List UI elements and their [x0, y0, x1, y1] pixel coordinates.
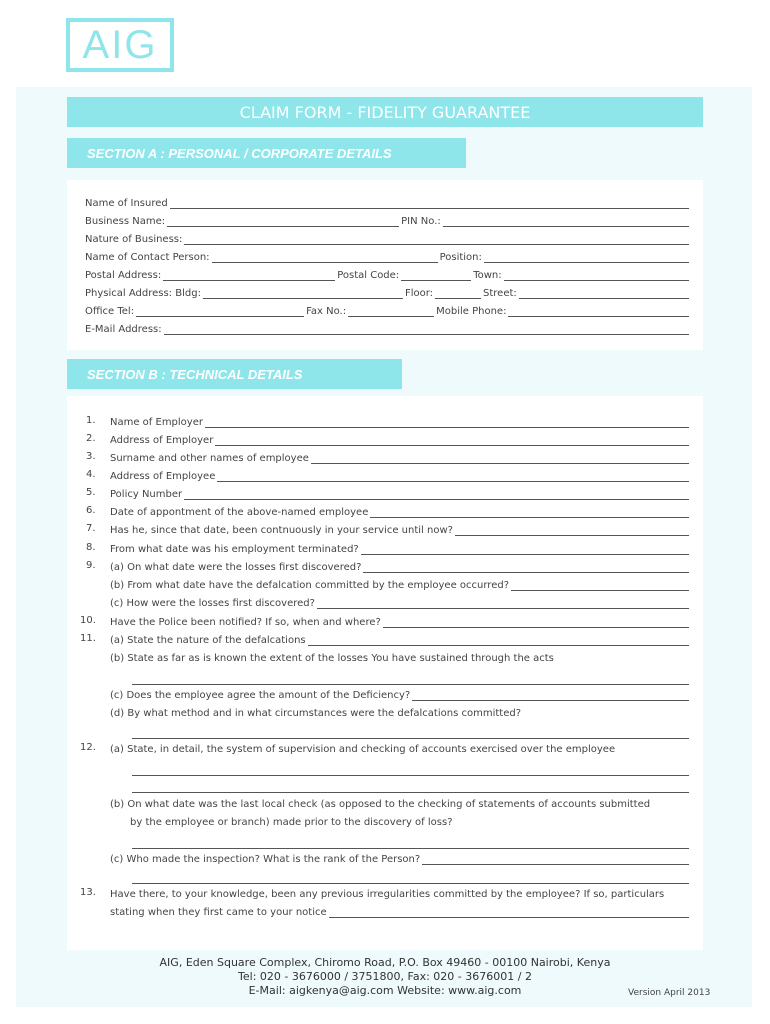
q-number: 6.	[86, 505, 96, 516]
floor-field[interactable]	[435, 289, 481, 299]
contact-label: Name of Contact Person:	[85, 252, 210, 263]
section-b-heading: SECTION B : TECHNICAL DETAILS	[67, 359, 402, 389]
section-b-box	[67, 396, 703, 950]
position-label: Position:	[439, 252, 482, 263]
mobile-field[interactable]	[508, 307, 689, 317]
mobile-label: Mobile Phone:	[436, 306, 507, 317]
pin-label: PIN No.:	[401, 216, 441, 227]
nature-field[interactable]	[184, 235, 689, 245]
q12c-field-2[interactable]	[132, 874, 689, 884]
town-field[interactable]	[504, 271, 689, 281]
street-field[interactable]	[519, 289, 689, 299]
footer-phone: Tel: 020 - 3676000 / 3751800, Fax: 020 - 3676001 / 2	[238, 970, 532, 983]
q-number: 2.	[86, 433, 96, 444]
footer-email: E-Mail: aigkenya@aig.com Website: www.aig.com	[248, 984, 522, 997]
q11d-label: (d) By what method and in what circumstances were the defalcations committed?	[110, 708, 522, 719]
q9b-label: (b) From what date have the defalcation committed by the employee occurred?	[110, 580, 510, 591]
name-insured-label: Name of Insured	[85, 198, 168, 209]
version-label: Version April 2013	[628, 988, 711, 998]
q11c-field[interactable]	[412, 691, 689, 701]
q3-label: Surname and other names of employee	[110, 453, 309, 464]
q11d-field[interactable]	[132, 729, 689, 739]
physical-address-field[interactable]	[203, 289, 403, 299]
form-title: CLAIM FORM - FIDELITY GUARANTEE	[67, 97, 703, 127]
q11b-label: (b) State as far as is known the extent of the losses You have sustained through the acts	[110, 653, 554, 664]
q12c-label: (c) Who made the inspection? What is the rank of the Person?	[110, 854, 421, 865]
name-insured-field[interactable]	[170, 199, 689, 209]
section-a-box	[67, 180, 703, 350]
business-name-label: Business Name:	[85, 216, 166, 227]
pin-field[interactable]	[443, 217, 689, 227]
q-number: 5.	[86, 487, 96, 498]
logo-text: AIG	[82, 23, 158, 67]
q9c-label: (c) How were the losses first discovered?	[110, 598, 315, 609]
q4-field[interactable]	[217, 472, 689, 482]
office-tel-field[interactable]	[136, 307, 304, 317]
q8-field[interactable]	[361, 545, 689, 555]
postal-address-label: Postal Address:	[85, 270, 162, 281]
q12b-label: (b) On what date was the last local check (as opposed to the checking of statements of accounts submitted	[110, 799, 651, 810]
q10-label: Have the Police been notified? If so, when and where?	[110, 617, 381, 628]
q12a-field-1[interactable]	[132, 766, 689, 776]
q5-field[interactable]	[184, 490, 689, 500]
q4-label: Address of Employee	[110, 471, 216, 482]
q13-label: Have there, to your knowledge, been any previous irregularities committed by the employee? If so, particulars	[110, 889, 665, 900]
street-label: Street:	[483, 288, 517, 299]
q12a-field-2[interactable]	[132, 783, 689, 793]
q2-label: Address of Employer	[110, 435, 214, 446]
postal-address-field[interactable]	[163, 271, 335, 281]
q12b-label-cont: by the employee or branch) made prior to the discovery of loss?	[130, 817, 453, 828]
postal-code-field[interactable]	[401, 271, 471, 281]
q11b-field[interactable]	[132, 675, 689, 685]
q9b-field[interactable]	[511, 581, 689, 591]
q2-field[interactable]	[215, 436, 689, 446]
q13-field[interactable]	[329, 908, 689, 918]
q3-field[interactable]	[311, 454, 689, 464]
q1-label: Name of Employer	[110, 417, 203, 428]
q11a-field[interactable]	[308, 636, 689, 646]
aig-logo	[66, 18, 174, 72]
q-number: 9.	[86, 560, 96, 571]
q-number: 3.	[86, 451, 96, 462]
section-a-heading: SECTION A : PERSONAL / CORPORATE DETAILS	[67, 138, 466, 168]
q6-label: Date of appontment of the above-named employee	[110, 507, 369, 518]
q9a-field[interactable]	[363, 563, 689, 573]
email-field[interactable]	[164, 325, 689, 335]
fax-label: Fax No.:	[306, 306, 347, 317]
town-label: Town:	[473, 270, 502, 281]
office-tel-label: Office Tel:	[85, 306, 135, 317]
position-field[interactable]	[484, 253, 689, 263]
q9c-field[interactable]	[317, 599, 689, 609]
q10-field[interactable]	[383, 618, 689, 628]
q9a-label: (a) On what date were the losses first discovered?	[110, 562, 362, 573]
q7-label: Has he, since that date, been contnuously in your service until now?	[110, 525, 453, 536]
q13-label-cont: stating when they first came to your notice	[110, 907, 327, 918]
q-number: 4.	[86, 469, 96, 480]
q12a-label: (a) State, in detail, the system of supervision and checking of accounts exercised over the employee	[110, 744, 616, 755]
q12b-field[interactable]	[132, 839, 689, 849]
q-number: 7.	[86, 523, 96, 534]
q8-label: From what date was his employment terminated?	[110, 544, 359, 555]
q11a-label: (a) State the nature of the defalcations	[110, 635, 306, 646]
business-name-field[interactable]	[167, 217, 399, 227]
q6-field[interactable]	[370, 508, 689, 518]
fax-field[interactable]	[348, 307, 434, 317]
footer-address: AIG, Eden Square Complex, Chiromo Road, P.O. Box 49460 - 00100 Nairobi, Kenya	[159, 956, 611, 969]
nature-label: Nature of Business:	[85, 234, 183, 245]
q-number: 13.	[80, 887, 96, 898]
q-number: 10.	[80, 615, 96, 626]
postal-code-label: Postal Code:	[337, 270, 400, 281]
q-number: 1.	[86, 415, 96, 426]
q-number: 8.	[86, 542, 96, 553]
q1-field[interactable]	[205, 418, 689, 428]
q-number: 11.	[80, 633, 96, 644]
q-number: 12.	[80, 742, 96, 753]
q5-label: Policy Number	[110, 489, 183, 500]
floor-label: Floor:	[404, 288, 434, 299]
email-label: E-Mail Address:	[85, 324, 162, 335]
q7-field[interactable]	[455, 526, 689, 536]
contact-field[interactable]	[212, 253, 438, 263]
q11c-label: (c) Does the employee agree the amount of the Deficiency?	[110, 690, 411, 701]
q12c-field[interactable]	[422, 855, 689, 865]
physical-address-label: Physical Address: Bldg:	[85, 288, 201, 299]
